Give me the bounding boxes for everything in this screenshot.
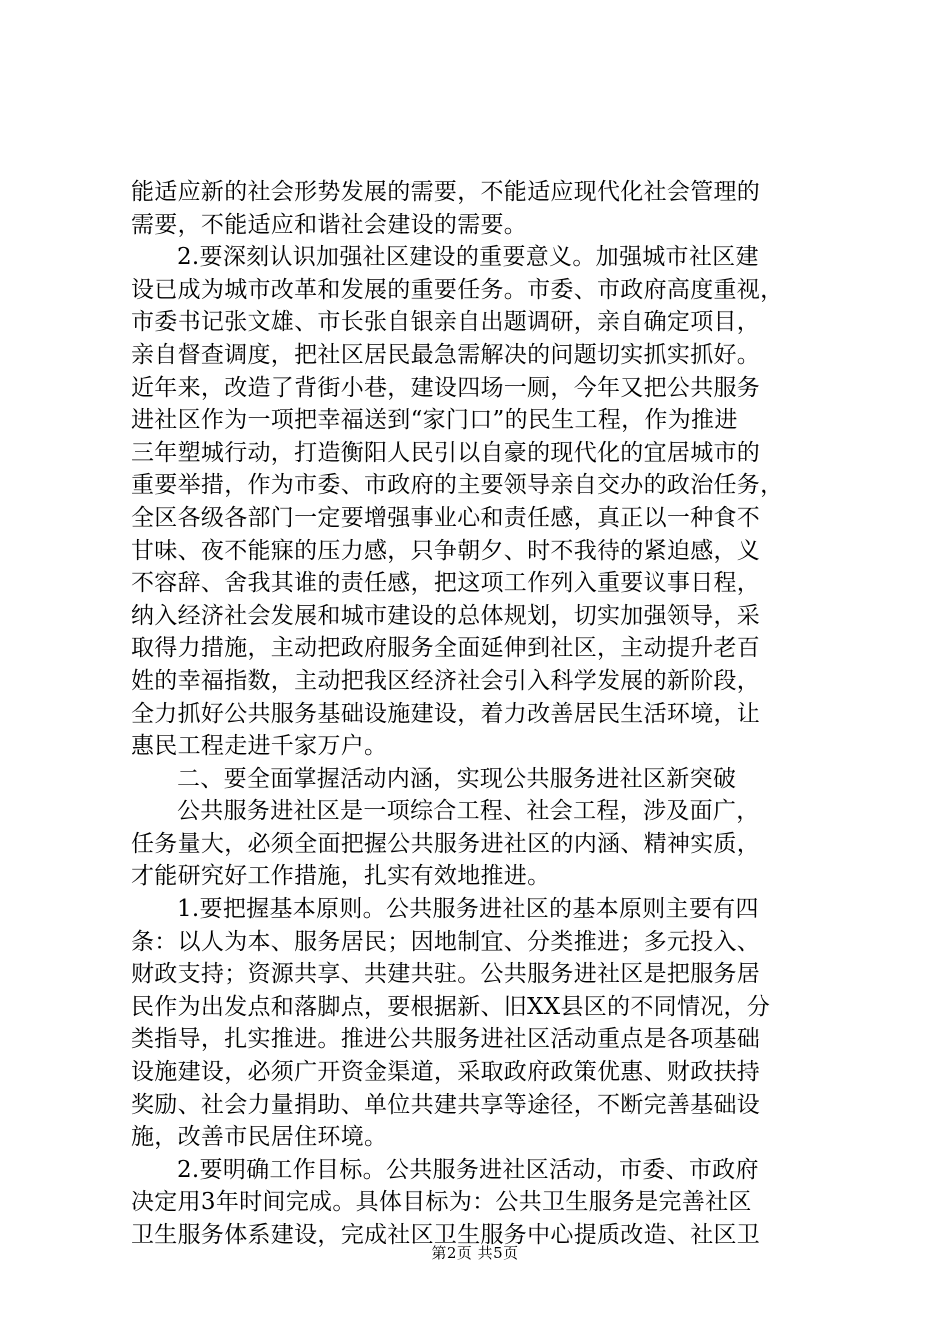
text-line: 需要，不能适应和谐社会建设的需要。 [131, 211, 528, 238]
text-line: 重要举措，作为市委、市政府的主要领导亲自交办的政治任务， [131, 472, 784, 499]
text-line: 2.要深刻认识加强社区建设的重要意义。加强城市社区建 [177, 244, 759, 271]
text-line: 1.要把握基本原则。公共服务进社区的基本原则主要有四 [177, 896, 759, 923]
text-line: 2.要明确工作目标。公共服务进社区活动，市委、市政府 [177, 1156, 759, 1183]
text-line: 民作为出发点和落脚点，要根据新、旧XX县区的不同情况，分 [131, 993, 771, 1020]
text-line: 亲自督查调度，把社区居民最急需解决的问题切实抓实抓好。 [131, 341, 761, 368]
section-heading: 二、要全面掌握活动内涵，实现公共服务进社区新突破 [177, 765, 737, 792]
text-line: 纳入经济社会发展和城市建设的总体规划，切实加强领导，采 [131, 602, 761, 629]
text-line: 决定用3年时间完成。具体目标为：公共卫生服务是完善社区 [131, 1189, 752, 1216]
text-line: 设施建设，必须广开资金渠道，采取政府政策优惠、财政扶持 [131, 1059, 761, 1086]
document-body [131, 176, 831, 1252]
text-line: 类指导，扎实推进。推进公共服务进社区活动重点是各项基础 [131, 1026, 761, 1053]
text-line: 条：以人为本、服务居民；因地制宜、分类推进；多元投入、 [131, 928, 761, 955]
text-line: 不容辞、舍我其谁的责任感，把这项工作列入重要议事日程， [131, 570, 761, 597]
text-line: 任务量大，必须全面把握公共服务进社区的内涵、精神实质， [131, 830, 761, 857]
text-line: 甘味、夜不能寐的压力感，只争朝夕、时不我待的紧迫感，义 [131, 537, 761, 564]
text-line: 奖励、社会力量捐助、单位共建共享等途径，不断完善基础设 [131, 1091, 761, 1118]
text-line: 惠民工程走进千家万户。 [131, 733, 388, 760]
text-line: 三年塑城行动，打造衡阳人民引以自豪的现代化的宜居城市的 [131, 439, 761, 466]
text-line: 财政支持；资源共享、共建共驻。公共服务进社区是把服务居 [131, 961, 761, 988]
text-line: 全力抓好公共服务基础设施建设，着力改善居民生活环境，让 [131, 700, 761, 727]
text-line: 公共服务进社区是一项综合工程、社会工程，涉及面广， [177, 798, 760, 825]
text-line: 市委书记张文雄、市长张自银亲自出题调研，亲自确定项目， [131, 309, 761, 336]
text-line: 进社区作为一项把幸福送到“家门口”的民生工程，作为推进 [131, 407, 738, 434]
page-number-footer: 第2页 共5页 [431, 1244, 519, 1262]
text-line: 才能研究好工作措施，扎实有效地推进。 [131, 863, 551, 890]
text-line: 近年来，改造了背街小巷，建设四场一厕，今年又把公共服务 [131, 374, 761, 401]
text-line: 全区各级各部门一定要增强事业心和责任感，真正以一种食不 [131, 504, 761, 531]
text-line: 施，改善市民居住环境。 [131, 1124, 388, 1151]
text-line: 姓的幸福指数，主动把我区经济社会引入科学发展的新阶段， [131, 667, 761, 694]
text-line: 能适应新的社会形势发展的需要，不能适应现代化社会管理的 [131, 179, 761, 205]
text-line: 设已成为城市改革和发展的重要任务。市委、市政府高度重视， [131, 276, 784, 303]
text-line: 取得力措施，主动把政府服务全面延伸到社区，主动提升老百 [131, 635, 761, 662]
text-line: 卫生服务体系建设，完成社区卫生服务中心提质改造、社区卫 [131, 1222, 761, 1248]
